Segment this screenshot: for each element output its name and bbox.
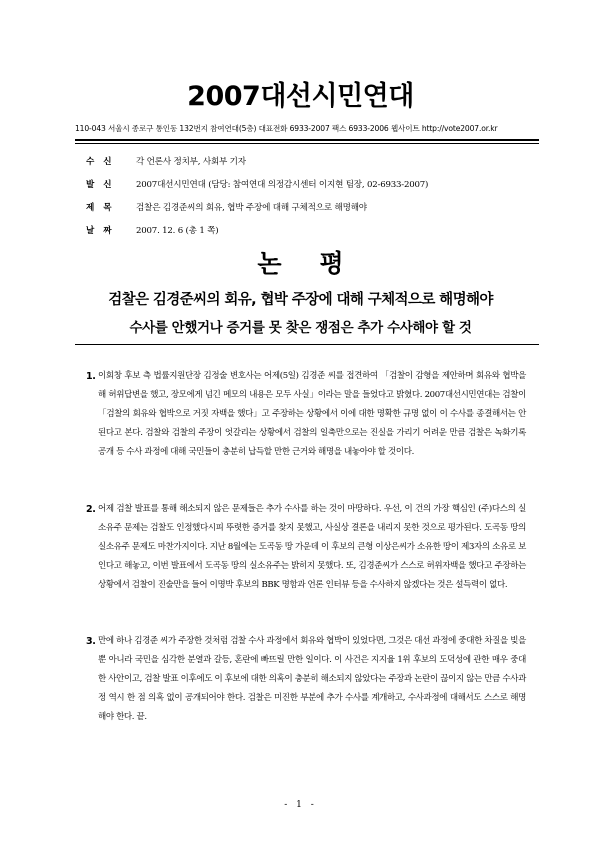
organization-title: 2007대선시민연대 <box>187 81 414 112</box>
meta-row-recipient <box>86 149 546 172</box>
paragraph-3 <box>86 632 526 727</box>
headline: 검찰은 김경준씨의 회유, 협박 주장에 대해 구체적으로 해명해야 <box>108 292 493 308</box>
meta-value: 2007. 12. 6 (총 1 쪽) <box>136 225 219 236</box>
meta-label: 발신 <box>86 179 121 190</box>
meta-row-subject <box>86 195 546 218</box>
paragraph-number: 2. <box>86 504 96 515</box>
meta-label: 날짜 <box>86 225 121 236</box>
meta-value: 검찰은 김경준씨의 회유, 협박 주장에 대해 구체적으로 해명해야 <box>136 202 367 213</box>
meta-value: 각 언론사 정치부, 사회부 기자 <box>136 156 246 167</box>
paragraph-text: 이회창 후보 측 법률지원단장 김정술 변호사는 어제(5일) 김경준 씨를 접견하여 「검찰이 감형을 제안하며 회유와 협박을 해 허위답변을 했고, 장모에게 넘긴 메모의 내용은 모두 사실」이라는 말을 들었다고 밝혔다. 2007대선시민연대는 검찰이 「검찰의 회유와 협박으로 거짓 자백을 했다」고 주장하는 상황에서 이에 대한 명확한 규명 없이 이 수사를 종결해서는 안 된다고 본다. 검찰와 검찰의 주장이 엇갈리는 상황에서 검찰의 일축만으로는 진실을 가리기 어려운 만큼 검찰은 녹화기록 공개 등 수사 과정에 대해 국민들이 충분히 납득할 만한 근거와 해명을 내놓아야 할 것이다. <box>98 371 526 457</box>
paragraph-1 <box>86 367 526 462</box>
meta-value: 2007대선시민연대 (담당: 참여연대 의정감시센터 이지현 팀장, 02-6933-2007) <box>136 179 429 190</box>
paragraph-text: 어제 검찰 발표를 통해 해소되지 않은 문제들은 추가 수사를 하는 것이 마땅하다. 우선, 이 건의 가장 핵심인 (주)다스의 실소유주 문제는 검찰도 인정했다시피 뚜렷한 증거를 찾지 못했고, 사실상 결론을 내리지 못한 것으로 평가된다. 도곡동 땅의 실소유주 문제도 마찬가지이다. 지난 8월에는 도곡동 땅 가운데 이 후보의 큰형 이상은씨가 소유한 땅이 제3자의 소유로 보인다고 해놓고, 이번 발표에서 도곡동 땅의 실소유주는 밝히지 못했다. 또, 김경준씨가 스스로 허위자백을 했다고 주장하는 상황에서 검찰이 진술만을 들어 이명박 후보의 BBK 명함과 언론 인터뷰 등을 수사하지 않겠다는 것은 설득력이 없다. <box>98 504 526 590</box>
memo-header <box>86 149 546 241</box>
section-divider <box>75 344 539 345</box>
paragraph-number: 1. <box>86 371 96 382</box>
meta-row-sender <box>86 172 546 195</box>
subheadline: 수사를 안했거나 증거를 못 찾은 쟁점은 추가 수사해야 할 것 <box>129 320 472 336</box>
meta-row-date <box>86 218 546 241</box>
header-divider-thin <box>75 143 539 144</box>
paragraph-2 <box>86 500 526 595</box>
article-body <box>86 367 526 722</box>
meta-label: 제목 <box>86 202 121 213</box>
page-number: - 1 - <box>284 800 317 810</box>
header-divider-thick <box>75 139 539 141</box>
paragraph-text: 만에 하나 김경준 씨가 주장한 것처럼 검찰 수사 과정에서 회유와 협박이 있었다면, 그것은 대선 과정에 중대한 차질을 빚을 뿐 아니라 국민을 심각한 분열과 갈등, 혼란에 빠뜨릴 만한 일이다. 이 사건은 지지율 1위 후보의 도덕성에 관한 매우 중대한 사안이고, 검찰 발표 이후에도 이 후보에 대한 의혹이 충분히 해소되지 않았다는 주장과 논란이 끊이지 않는 만큼 수사과정 역시 한 점 의혹 없이 공개되어야 한다. 검찰은 미진한 부분에 추가 수사를 계개하고, 수사과정에 대해서도 스스로 해명해야 한다. 끝. <box>98 636 526 722</box>
document-type-heading: 논평 <box>257 249 382 278</box>
meta-label: 수신 <box>86 156 121 167</box>
paragraph-number: 3. <box>86 636 96 647</box>
organization-address: 110-043 서울시 종로구 통인동 132번지 참여연대(5층) 대표전화 6933-2007 팩스 6933-2006 웹사이트 http://vote2007.or.kr <box>75 124 498 133</box>
